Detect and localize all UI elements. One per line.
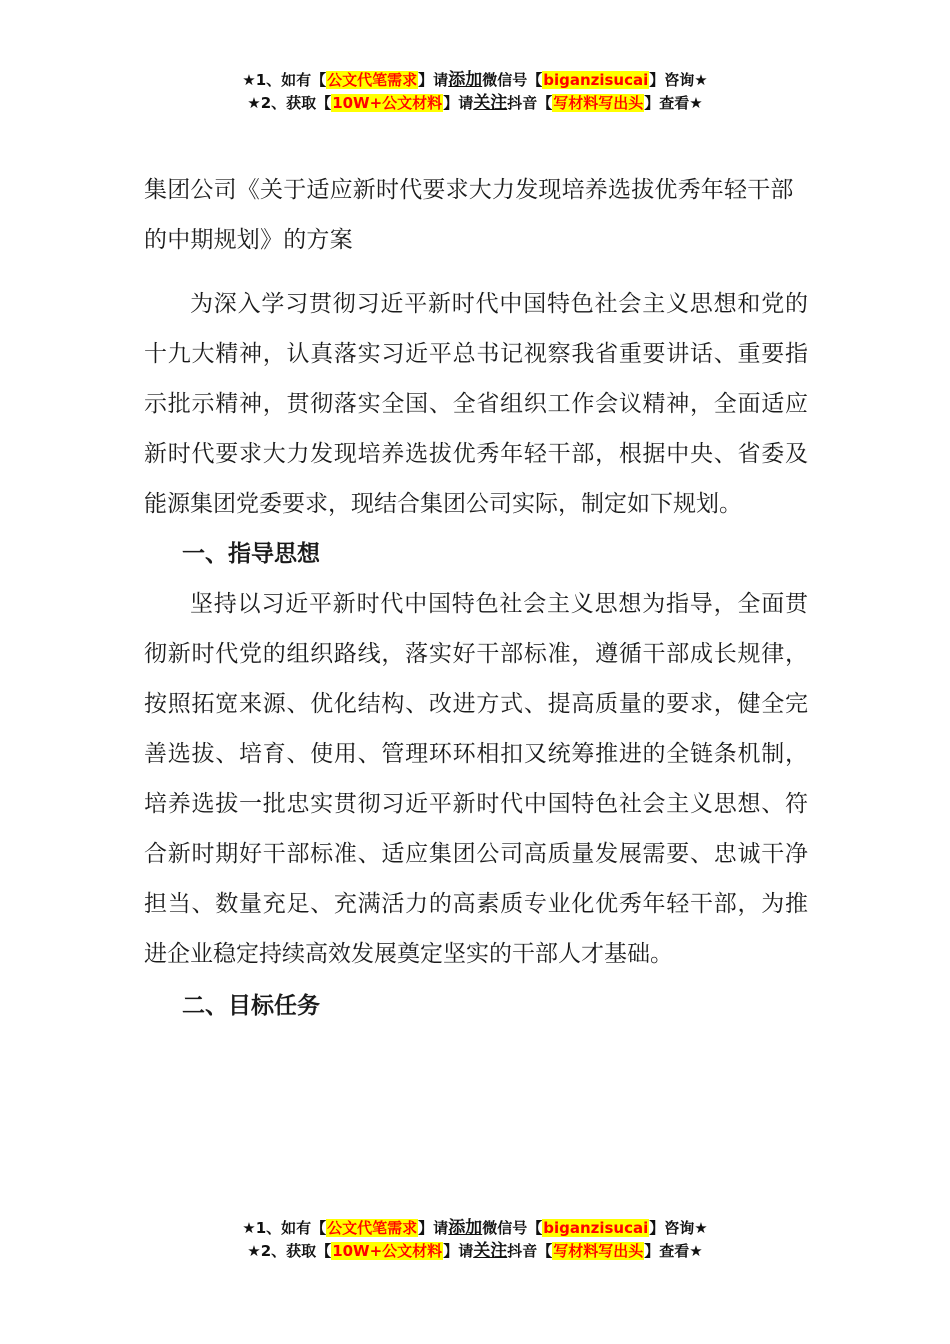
- section-heading-guiding-ideology: 一、指导思想: [182, 541, 320, 567]
- banner-text: ★2、获取【: [247, 94, 332, 112]
- banner-line-1: [0, 69, 950, 92]
- banner-text: ★1、如有【: [242, 71, 327, 89]
- banner-text: ★1、如有【: [242, 1219, 327, 1237]
- banner-line-1: [0, 1217, 950, 1240]
- banner-emphasis: 关注: [473, 93, 508, 113]
- banner-line-2: [0, 1240, 950, 1263]
- banner-highlight: biganzisucai: [543, 71, 649, 89]
- banner-highlight: 写材料写出头: [553, 94, 644, 112]
- banner-text: 】请: [418, 71, 449, 89]
- section-heading-goals-tasks: 二、目标任务: [182, 993, 320, 1019]
- banner-text: 】咨询★: [649, 71, 708, 89]
- header-banner: [0, 69, 950, 115]
- banner-text: 】咨询★: [649, 1219, 708, 1237]
- banner-highlight: 10W+公文材料: [332, 1242, 443, 1260]
- banner-highlight: 公文代笔需求: [327, 1219, 418, 1237]
- banner-highlight: biganzisucai: [543, 1219, 649, 1237]
- document-body: [144, 165, 808, 1031]
- banner-text: 抖音【: [507, 94, 553, 112]
- banner-text: ★2、获取【: [247, 1242, 332, 1260]
- banner-emphasis: 添加: [448, 1218, 483, 1238]
- banner-text: 】查看★: [644, 1242, 703, 1260]
- banner-highlight: 写材料写出头: [553, 1242, 644, 1260]
- banner-text: 】请: [443, 1242, 474, 1260]
- banner-highlight: 10W+公文材料: [332, 94, 443, 112]
- intro-paragraph: 为深入学习贯彻习近平新时代中国特色社会主义思想和党的十九大精神，认真落实习近平总书记视察我省重要讲话、重要指示批示精神，贯彻落实全国、全省组织工作会议精神，全面适应新时代要求大力发现培养选拔优秀年轻干部，根据中央、省委及能源集团党委要求，现结合集团公司实际，制定如下规划。: [144, 291, 808, 517]
- banner-text: 】查看★: [644, 94, 703, 112]
- banner-emphasis: 添加: [448, 70, 483, 90]
- banner-text: 抖音【: [507, 1242, 553, 1260]
- banner-text: 微信号【: [482, 71, 543, 89]
- section-paragraph-guiding-ideology: 坚持以习近平新时代中国特色社会主义思想为指导，全面贯彻新时代党的组织路线，落实好干部标准，遵循干部成长规律，按照拓宽来源、优化结构、改进方式、提高质量的要求，健全完善选拔、培育、使用、管理环环相扣又统筹推进的全链条机制，培养选拔一批忠实贯彻习近平新时代中国特色社会主义思想、符合新时期好干部标准、适应集团公司高质量发展需要、忠诚干净担当、数量充足、充满活力的高素质专业化优秀年轻干部，为推进企业稳定持续高效发展奠定坚实的干部人才基础。: [144, 591, 808, 967]
- document-title: 集团公司《关于适应新时代要求大力发现培养选拔优秀年轻干部的中期规划》的方案: [144, 177, 794, 253]
- footer-banner: [0, 1217, 950, 1263]
- banner-text: 】请: [418, 1219, 449, 1237]
- banner-emphasis: 关注: [473, 1241, 508, 1261]
- banner-text: 微信号【: [482, 1219, 543, 1237]
- banner-text: 】请: [443, 94, 474, 112]
- banner-highlight: 公文代笔需求: [327, 71, 418, 89]
- banner-line-2: [0, 92, 950, 115]
